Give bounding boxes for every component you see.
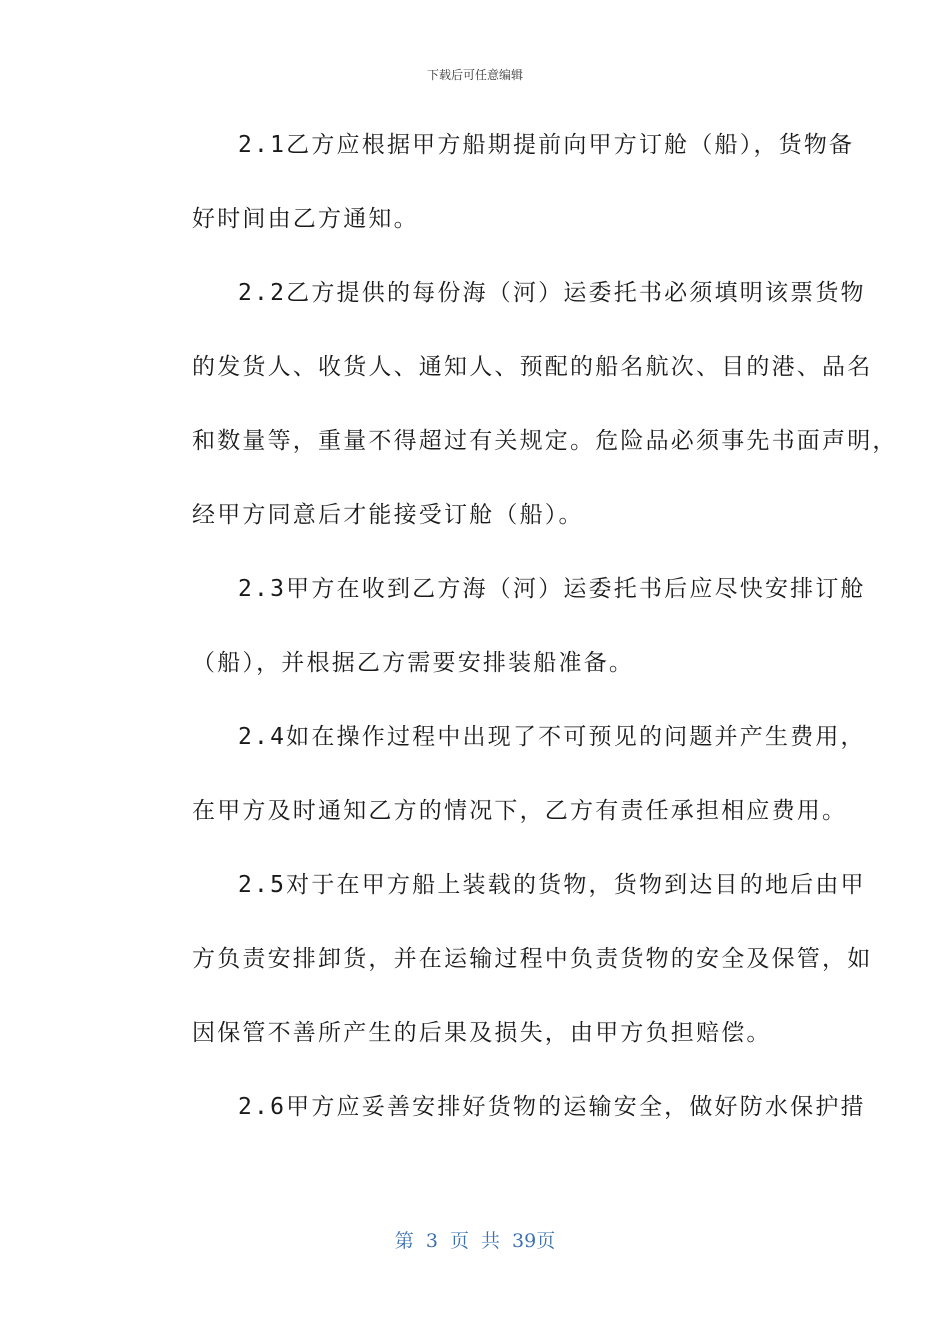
- page-header: 下载后可任意编辑: [426, 68, 523, 82]
- paragraph-2-1: [146, 127, 855, 238]
- paragraph-2-2: [146, 275, 898, 534]
- text-line: 因保管不善所产生的后果及损失，由甲方负担赔偿。: [192, 1020, 772, 1046]
- text-line: 好时间由乙方通知。: [192, 206, 419, 232]
- text-line: 2.3甲方在收到乙方海（河）运委托书后应尽快安排订舱: [238, 576, 866, 602]
- text-line: 在甲方及时通知乙方的情况下，乙方有责任承担相应费用。: [192, 798, 848, 824]
- paragraph-2-5: [146, 867, 873, 1052]
- text-line: 的发货人、收货人、通知人、预配的船名航次、目的港、品名: [192, 354, 873, 380]
- text-line: 2.4如在操作过程中出现了不可预见的问题并产生费用，: [238, 724, 866, 750]
- paragraph-2-6: [146, 1089, 866, 1126]
- text-line: 经甲方同意后才能接受订舱（船）。: [192, 502, 584, 528]
- text-line: 2.6甲方应妥善安排好货物的运输安全，做好防水保护措: [238, 1094, 866, 1120]
- document-body: [146, 127, 898, 1163]
- paragraph-2-3: [146, 571, 866, 682]
- text-line: （船），并根据乙方需要安排装船准备。: [192, 650, 635, 676]
- page-number-footer: 第 3 页 共 39页: [394, 1230, 556, 1252]
- text-line: 2.1乙方应根据甲方船期提前向甲方订舱（船），货物备: [238, 132, 855, 158]
- paragraph-2-4: [146, 719, 866, 830]
- text-line: 和数量等，重量不得超过有关规定。危险品必须事先书面声明，: [192, 428, 898, 454]
- text-line: 方负责安排卸货，并在运输过程中负责货物的安全及保管，如: [192, 946, 873, 972]
- text-line: 2.2乙方提供的每份海（河）运委托书必须填明该票货物: [238, 280, 866, 306]
- text-line: 2.5对于在甲方船上装载的货物，货物到达目的地后由甲: [238, 872, 866, 898]
